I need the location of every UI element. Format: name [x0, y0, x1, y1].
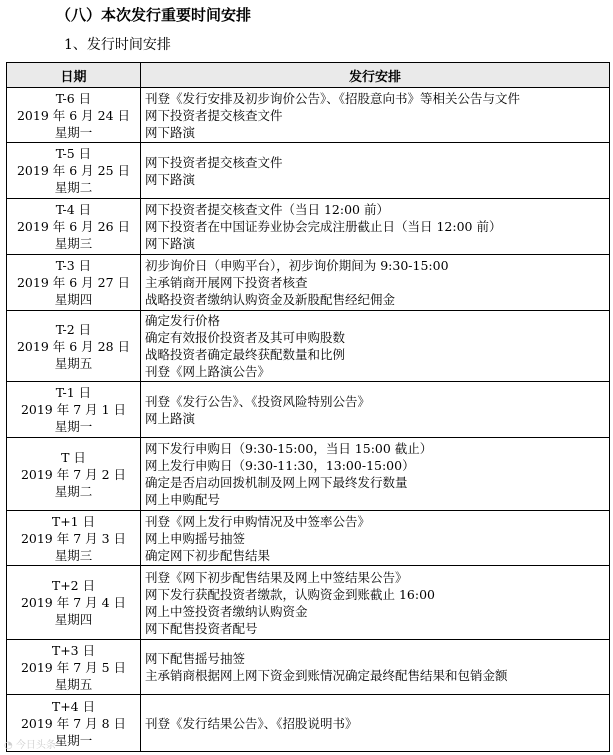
- arrangement-item: 网上中签投资者缴纳认购资金: [145, 603, 308, 619]
- date-cell: [7, 511, 141, 566]
- day-label: T 日: [61, 449, 86, 465]
- arrangement-item: 网上申购配号: [145, 492, 221, 507]
- arrangement-item: 刊登《网上发行申购情况及中签率公告》: [145, 513, 371, 529]
- date-cell: [7, 88, 141, 143]
- weekday: 星期三: [54, 236, 93, 251]
- arrangement-item: 刊登《发行安排及初步询价公告》、《招股意向书》等相关公告与文件: [145, 90, 521, 106]
- arrangement-item: 刊登《发行公告》、《投资风险特别公告》: [145, 393, 371, 409]
- table-row: [7, 695, 610, 752]
- table-row: [7, 382, 610, 438]
- weekday: 星期二: [54, 180, 93, 195]
- arrangement-item: 网上发行申购日（9:30-11:30，13:00-15:00）: [145, 458, 415, 473]
- table-row: [7, 438, 610, 511]
- calendar-date: 2019 年 6 月 25 日: [16, 163, 131, 178]
- table-row: [7, 566, 610, 640]
- calendar-date: 2019 年 7 月 4 日: [20, 595, 127, 610]
- header-date: 日期: [7, 63, 141, 88]
- arrangement-cell: [141, 88, 610, 143]
- day-label: T-4 日: [55, 202, 92, 217]
- calendar-date: 2019 年 7 月 5 日: [20, 659, 127, 675]
- weekday: 星期三: [54, 547, 93, 563]
- arrangement-item: 网下路演: [145, 124, 196, 140]
- schedule-table-body: [7, 88, 610, 752]
- arrangement-item: 确定发行价格: [145, 313, 221, 328]
- day-label: T-3 日: [55, 258, 92, 273]
- arrangement-cell: [141, 511, 610, 566]
- sub-title: 1、发行时间安排: [64, 37, 171, 53]
- arrangement-cell: [141, 695, 610, 752]
- arrangement-cell: [141, 640, 610, 695]
- table-row: [7, 199, 610, 255]
- arrangement-item: 网上路演: [145, 410, 196, 426]
- day-label: T+4 日: [51, 698, 96, 714]
- table-row: [7, 255, 610, 311]
- date-cell: [7, 311, 141, 382]
- arrangement-item: 确定网下初步配售结果: [145, 547, 271, 563]
- arrangement-item: 网下发行获配投资者缴款，认购资金到账截止 16:00: [145, 586, 435, 602]
- date-cell: [7, 382, 141, 438]
- schedule-table: [6, 62, 610, 752]
- table-row: [7, 143, 610, 199]
- date-cell: [7, 199, 141, 255]
- day-label: T-1 日: [55, 385, 92, 400]
- arrangement-item: 刊登《网上路演公告》: [145, 364, 271, 379]
- date-cell: [7, 566, 141, 640]
- calendar-date: 2019 年 6 月 26 日: [16, 219, 131, 234]
- calendar-date: 2019 年 6 月 28 日: [16, 338, 131, 354]
- table-row: [7, 88, 610, 143]
- arrangement-item: 网下路演: [145, 236, 196, 251]
- weekday: 星期一: [54, 732, 93, 748]
- arrangement-cell: [141, 311, 610, 382]
- arrangement-cell: [141, 438, 610, 511]
- arrangement-item: 初步询价日（申购平台），初步询价期间为 9:30-15:00: [145, 258, 449, 273]
- arrangement-item: 网上申购摇号抽签: [145, 530, 246, 546]
- arrangement-cell: [141, 143, 610, 199]
- arrangement-item: 网下投资者提交核查文件（当日 12:00 前）: [145, 202, 389, 217]
- arrangement-item: 确定是否启动回拨机制及网上网下最终发行数量: [145, 475, 408, 490]
- arrangement-item: 网下投资者在中国证券业协会完成注册截止日（当日 12:00 前）: [145, 219, 502, 234]
- date-cell: [7, 255, 141, 311]
- arrangement-cell: [141, 382, 610, 438]
- calendar-date: 2019 年 6 月 24 日: [16, 107, 131, 123]
- weekday: 星期四: [54, 612, 93, 627]
- day-label: T+2 日: [51, 578, 96, 593]
- arrangement-item: 网下投资者提交核查文件: [145, 154, 283, 170]
- watermark-icon: ◔ 今日头条: [4, 740, 56, 751]
- table-row: [7, 511, 610, 566]
- weekday: 星期四: [54, 292, 93, 307]
- arrangement-item: 刊登《发行结果公告》、《招股说明书》: [145, 715, 358, 731]
- arrangement-item: 战略投资者确定最终获配数量和比例: [145, 347, 346, 362]
- weekday: 星期五: [54, 355, 93, 371]
- arrangement-item: 主承销商根据网上网下资金到账情况确定最终配售结果和包销金额: [145, 668, 508, 683]
- day-label: T+1 日: [51, 513, 96, 529]
- weekday: 星期一: [54, 124, 93, 140]
- arrangement-item: 主承销商开展网下投资者核查: [145, 275, 308, 290]
- arrangement-cell: [141, 199, 610, 255]
- table-row: [7, 311, 610, 382]
- arrangement-item: 网下发行申购日（9:30-15:00，当日 15:00 截止）: [145, 441, 433, 456]
- calendar-date: 2019 年 7 月 8 日: [20, 715, 127, 731]
- day-label: T-5 日: [55, 146, 92, 161]
- table-header-row: [7, 63, 610, 88]
- arrangement-cell: [141, 255, 610, 311]
- arrangement-item: 网下配售投资者配号: [145, 620, 258, 636]
- date-cell: [7, 640, 141, 695]
- arrangement-item: 网下路演: [145, 171, 196, 187]
- day-label: T-2 日: [55, 321, 92, 337]
- section-title: （八）本次发行重要时间安排: [56, 6, 252, 24]
- arrangement-item: 战略投资者缴纳认购资金及新股配售经纪佣金: [145, 292, 396, 307]
- calendar-date: 2019 年 6 月 27 日: [16, 275, 131, 290]
- date-cell: [7, 143, 141, 199]
- calendar-date: 2019 年 7 月 2 日: [20, 466, 127, 482]
- date-cell: [7, 438, 141, 511]
- arrangement-item: 网下配售摇号抽签: [145, 651, 246, 666]
- arrangement-item: 网下投资者提交核查文件: [145, 107, 283, 123]
- day-label: T-6 日: [55, 90, 92, 106]
- arrangement-item: 确定有效报价投资者及其可申购股数: [145, 330, 346, 345]
- weekday: 星期一: [54, 419, 93, 434]
- arrangement-cell: [141, 566, 610, 640]
- calendar-date: 2019 年 7 月 3 日: [20, 530, 127, 546]
- weekday: 星期二: [54, 483, 93, 499]
- weekday: 星期五: [54, 676, 93, 692]
- header-arrangement: 发行安排: [141, 63, 610, 88]
- table-row: [7, 640, 610, 695]
- calendar-date: 2019 年 7 月 1 日: [20, 402, 127, 417]
- day-label: T+3 日: [51, 642, 96, 658]
- arrangement-item: 刊登《网下初步配售结果及网上中签结果公告》: [145, 569, 408, 585]
